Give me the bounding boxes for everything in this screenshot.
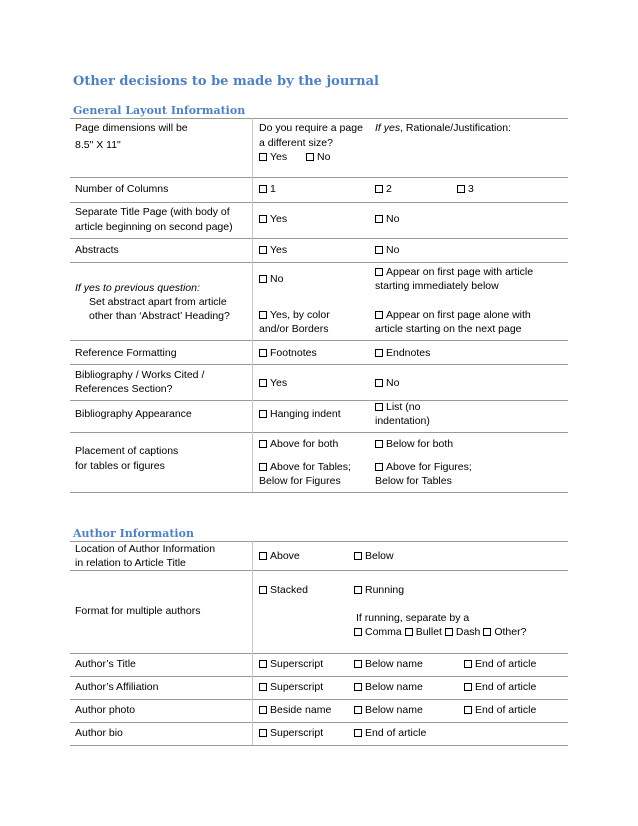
checkbox[interactable] [259,660,267,668]
above-tables-option[interactable]: Above for Tables; [259,460,351,475]
row-divider [70,364,568,365]
appear-alone-cont: article starting on the next page [375,323,522,335]
above-figures-cont: Below for Tables [375,475,452,487]
size-question: Do you require a page [259,122,363,134]
appear-first-cont: starting immediately below [375,280,499,292]
checkbox[interactable] [375,349,383,357]
multiple-authors-label: Format for multiple authors [75,605,201,617]
row-divider [70,202,568,203]
checkbox[interactable] [375,185,383,193]
row-divider [70,722,568,723]
checkbox[interactable] [375,268,383,276]
checkbox[interactable] [259,275,267,283]
row-divider [70,238,568,239]
row-divider [70,340,568,341]
appear-alone-option[interactable]: Appear on first page alone with [375,308,531,323]
below-both-option[interactable]: Below for both [375,437,453,452]
bio-superscript-option[interactable]: Superscript [259,726,323,741]
row-divider [70,177,568,178]
abstracts-yes-option[interactable]: Yes [259,243,287,258]
checkbox[interactable] [259,349,267,357]
author-below-option[interactable]: Below [354,549,394,564]
checkbox[interactable] [464,706,472,714]
above-figures-option[interactable]: Above for Figures; [375,460,472,475]
separate-title-no-option[interactable]: No [375,212,399,227]
author-above-option[interactable]: Above [259,549,300,564]
checkbox[interactable] [445,628,453,636]
size-yes-option[interactable]: Yes [259,150,287,165]
row-divider [70,745,568,746]
comma-option[interactable]: Comma [354,626,402,638]
affiliation-below-name-option[interactable]: Below name [354,680,423,695]
checkbox[interactable] [375,379,383,387]
size-question-cont: a different size? [259,137,333,149]
bibliography-appearance-label: Bibliography Appearance [75,408,192,420]
columns-1-option[interactable]: 1 [259,182,276,197]
abstracts-label: Abstracts [75,244,119,256]
set-apart-yes-color-cont: and/or Borders [259,323,329,335]
list-no-indent-cont: indentation) [375,415,430,427]
row-divider [70,492,568,493]
author-affiliation-label: Author’s Affiliation [75,681,159,693]
general-layout-heading: General Layout Information [73,104,246,117]
bibliography-no-option[interactable]: No [375,376,399,391]
row-divider [70,400,568,401]
checkbox[interactable] [375,440,383,448]
footnotes-option[interactable]: Footnotes [259,346,317,361]
list-no-indent-option[interactable]: List (no [375,400,420,415]
checkbox[interactable] [354,628,362,636]
checkbox[interactable] [375,215,383,223]
checkbox[interactable] [259,311,267,319]
column-divider [252,118,253,492]
column-divider [252,541,253,745]
checkbox[interactable] [464,683,472,691]
other-option[interactable]: Other? [483,626,526,638]
checkbox[interactable] [259,215,267,223]
checkbox[interactable] [354,706,362,714]
set-apart-no-option[interactable]: No [259,272,283,287]
checkbox[interactable] [259,440,267,448]
checkbox[interactable] [483,628,491,636]
author-bio-label: Author bio [75,727,123,739]
appear-first-option[interactable]: Appear on first page with article [375,265,533,280]
above-both-option[interactable]: Above for both [259,437,338,452]
title-below-name-option[interactable]: Below name [354,657,423,672]
bio-end-article-option[interactable]: End of article [354,726,426,741]
if-yes-question-line3: other than ‘Abstract’ Heading? [89,310,230,322]
checkbox[interactable] [354,552,362,560]
checkbox[interactable] [259,410,267,418]
row-divider [70,653,568,654]
checkbox[interactable] [375,463,383,471]
row-divider [70,118,568,119]
columns-2-option[interactable]: 2 [375,182,392,197]
if-running-label: If running, separate by a [356,612,470,624]
separate-title-yes-option[interactable]: Yes [259,212,287,227]
author-location-label-cont: in relation to Article Title [75,557,186,569]
bibliography-label: Bibliography / Works Cited / [75,369,205,381]
checkbox[interactable] [259,706,267,714]
row-divider [70,699,568,700]
author-location-label: Location of Author Information [75,543,216,555]
checkbox[interactable] [405,628,413,636]
endnotes-option[interactable]: Endnotes [375,346,430,361]
checkbox[interactable] [259,379,267,387]
row-divider [70,262,568,263]
checkbox[interactable] [259,185,267,193]
if-yes-question-line2: Set abstract apart from article [89,296,227,308]
separator-options [354,625,526,640]
size-no-option[interactable]: No [306,150,330,165]
checkbox[interactable] [259,552,267,560]
photo-beside-name-option[interactable]: Beside name [259,703,331,718]
checkbox[interactable] [306,153,314,161]
author-photo-label: Author photo [75,704,136,716]
bullet-option[interactable]: Bullet [405,626,442,638]
checkbox[interactable] [354,729,362,737]
bibliography-label-cont: References Section? [75,383,173,395]
author-title-label: Author’s Title [75,658,136,670]
title-end-article-option[interactable]: End of article [464,657,536,672]
checkbox[interactable] [259,729,267,737]
checkbox[interactable] [259,153,267,161]
title-superscript-option[interactable]: Superscript [259,657,323,672]
captions-label: Placement of captions [75,445,179,457]
affiliation-superscript-option[interactable]: Superscript [259,680,323,695]
page-title: Other decisions to be made by the journal [73,74,379,89]
dash-option[interactable]: Dash [445,626,481,638]
columns-3-option[interactable]: 3 [457,182,474,197]
reference-formatting-label: Reference Formatting [75,347,177,359]
page-dimensions-value: 8.5" X 11" [75,139,121,151]
row-divider [70,676,568,677]
photo-end-article-option[interactable]: End of article [464,703,536,718]
author-info-heading: Author Information [73,527,194,540]
checkbox[interactable] [375,246,383,254]
affiliation-end-article-option[interactable]: End of article [464,680,536,695]
checkbox[interactable] [259,246,267,254]
bibliography-yes-option[interactable]: Yes [259,376,287,391]
checkbox[interactable] [354,586,362,594]
checkbox[interactable] [354,660,362,668]
captions-label-cont: for tables or figures [75,460,165,472]
if-yes-question: If yes to previous question: [75,282,200,294]
separate-title-label: Separate Title Page (with body of [75,206,230,218]
checkbox[interactable] [375,403,383,411]
hanging-indent-option[interactable]: Hanging indent [259,407,341,422]
abstracts-no-option[interactable]: No [375,243,399,258]
stacked-option[interactable]: Stacked [259,583,308,598]
above-tables-cont: Below for Figures [259,475,341,487]
justification-label: If yes, Rationale/Justification: [375,122,511,134]
checkbox[interactable] [259,586,267,594]
page-dimensions-label: Page dimensions will be [75,122,188,134]
running-option[interactable]: Running [354,583,404,598]
checkbox[interactable] [354,683,362,691]
photo-below-name-option[interactable]: Below name [354,703,423,718]
checkbox[interactable] [259,463,267,471]
checkbox[interactable] [259,683,267,691]
checkbox[interactable] [457,185,465,193]
set-apart-yes-color-option[interactable]: Yes, by color [259,308,330,323]
separate-title-label-cont: article beginning on second page) [75,221,233,233]
row-divider [70,432,568,433]
columns-label: Number of Columns [75,183,169,195]
checkbox[interactable] [464,660,472,668]
checkbox[interactable] [375,311,383,319]
